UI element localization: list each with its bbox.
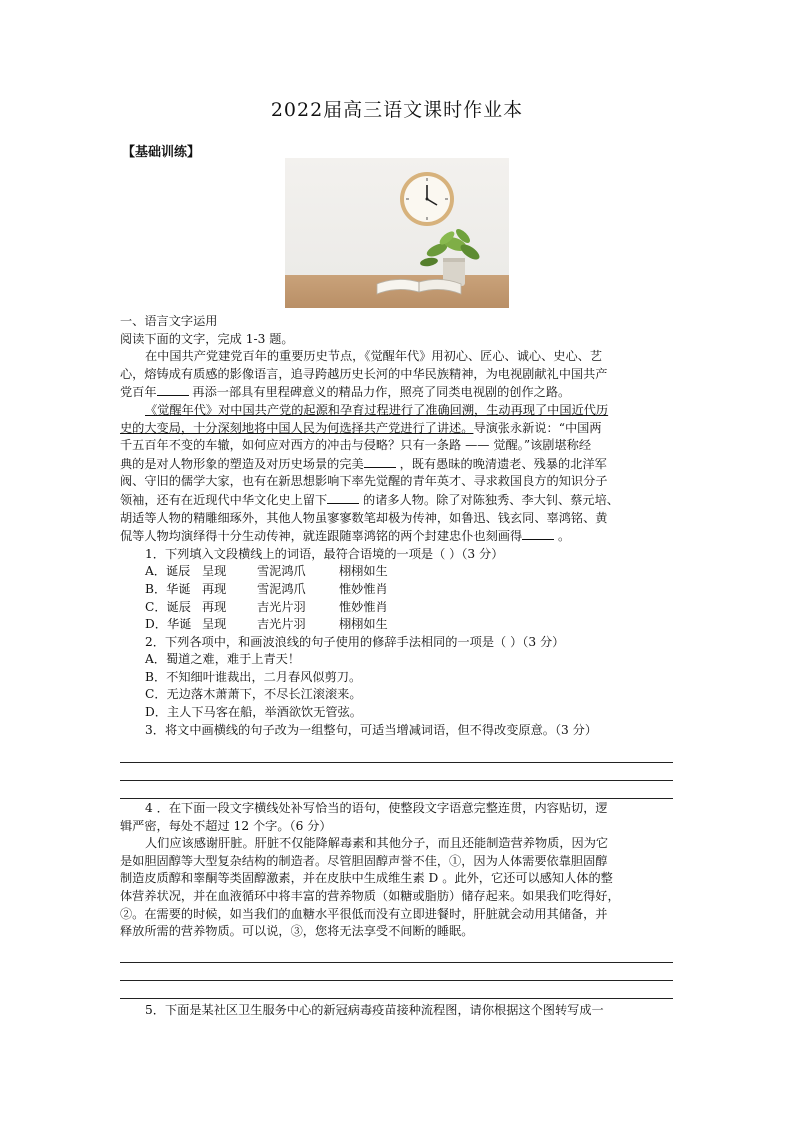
q1-option[interactable]: D．华诞 呈现 吉光片羽 栩栩如生	[145, 617, 388, 632]
q1-option[interactable]: A．诞辰 呈现 雪泥鸿爪 栩栩如生	[145, 564, 388, 579]
underlined-sentence: 《觉醒年代》对中国共产党的起源和孕育过程进行了准确回溯，生动再现了中国近代历	[145, 402, 609, 417]
fill-blank	[327, 491, 359, 504]
q1-option[interactable]: B．华诞 再现 雪泥鸿爪 惟妙惟肖	[145, 581, 388, 596]
fill-blank	[522, 527, 554, 540]
passage-line	[120, 402, 619, 420]
section-tag: 【基础训练】	[122, 145, 201, 160]
answer-line[interactable]	[120, 998, 673, 999]
q4-body-line: ②。在需要的时候，如当我们的血糖水平很低而没有立即进餐时，肝脏就会动用其储备，并	[120, 906, 608, 921]
passage-line: 在中国共产党建党百年的重要历史节点，《觉醒年代》用初心、匠心、诚心、史心、艺	[145, 349, 603, 364]
underlined-sentence: 史的大变局，十分深刻地将中国人民为何选择共产党进行了讲述。	[120, 420, 474, 435]
page-title: 2022届高三语文课时作业本	[270, 99, 524, 121]
reading-instruction: 阅读下面的文字，完成 1-3 题。	[120, 331, 294, 346]
passage-line: 心，熔铸成有质感的影像语言，追寻跨越历史长河的中华民族精神，为电视剧献礼中国共产	[120, 366, 608, 381]
q4-body-line: 是如胆固醇等大型复杂结构的制造者。尽管胆固醇声誉不佳，①，因为人体需要依靠胆固醇	[120, 853, 608, 868]
q2-stem: 2．下列各项中，和画波浪线的句子使用的修辞手法相同的一项是（ ）（3 分）	[145, 634, 565, 649]
q4-stem: 辑严密，每处不超过 12 个字。（6 分）	[120, 818, 332, 833]
q4-body-line: 制造皮质醇和睾酮等类固醇激素，并在皮肤中生成维生素 D 。此外，它还可以感知人体的整	[120, 871, 613, 886]
fill-blank	[157, 383, 189, 396]
part1-block	[120, 313, 619, 739]
passage-line: 阀、守旧的儒学大家，也有在新思想影响下率先觉醒的青年英才、寻求救国良方的知识分子	[120, 474, 608, 489]
q4-body-line: 人们应该感谢肝脏。肝脏不仅能降解毒素和其他分子，而且还能制造营养物质，因为它	[145, 836, 609, 851]
fill-blank	[364, 455, 396, 468]
q4-body-line: 释放所需的营养物质。可以说，③，您将无法享受不间断的睡眠。	[120, 924, 474, 939]
potted-plant-icon	[419, 227, 481, 286]
passage-line: 千五百年不变的车辙，如何应对西方的冲击与侵略？只有一条路 —— 觉醒。”该剧堪称经	[120, 438, 592, 453]
q1-option[interactable]: C．诞辰 再现 吉光片羽 惟妙惟肖	[145, 599, 388, 614]
photo-scene	[285, 158, 509, 308]
q1-stem: 1．下列填入文段横线上的词语，最符合语境的一项是（ ）（3 分）	[145, 546, 504, 561]
passage-line: 领袖，还有在近现代中华文化史上留下 的诸多人物。除了对陈独秀、李大钊、蔡元培、	[120, 492, 619, 507]
answer-line[interactable]	[120, 780, 673, 781]
passage-line: 典的是对人物形象的塑造及对历史场景的完美 ，既有愚昧的晚清遗老、残暴的北洋军	[120, 456, 607, 471]
answer-line[interactable]	[120, 980, 673, 981]
q1-options	[120, 563, 619, 633]
q3-stem: 3．将文中画横线的句子改为一组整句，可适当增减词语，但不得改变原意。（3 分）	[145, 722, 598, 737]
illustration-photo	[285, 158, 509, 308]
q4-body-line: 体营养状况，并在血液循环中将丰富的营养物质（如糖或脂肪）储存起来。如果我们吃得好，	[120, 888, 620, 903]
q4-block	[120, 800, 620, 941]
passage-line: 侃等人物均演绎得十分生动传神，就连跟随辜鸿铭的两个封建忠仆也刻画得 。	[120, 529, 571, 544]
passage-line: 史的大变局，十分深刻地将中国人民为何选择共产党进行了讲述。导演张永新说：“中国两	[120, 420, 602, 435]
passage-line: 党百年 再添一部具有里程碑意义的精品力作，照亮了同类电视剧的创作之路。	[120, 385, 571, 400]
answer-line[interactable]	[120, 798, 673, 799]
q5-stem: 5．下面是某社区卫生服务中心的新冠病毒疫苗接种流程图，请你根据这个图转写成一	[145, 1003, 604, 1017]
q2-option[interactable]: C．无边落木萧萧下，不尽长江滚滚来。	[145, 687, 362, 702]
q2-option[interactable]: B．不知细叶谁裁出，二月春风似剪刀。	[145, 669, 362, 684]
q2-option[interactable]: D．主人下马客在船，举酒欲饮无管弦。	[145, 705, 362, 720]
q5-block	[120, 1002, 604, 1020]
wall-clock-icon	[400, 172, 454, 226]
q2-option[interactable]: A．蜀道之难，难于上青天！	[145, 652, 301, 667]
open-book-icon	[377, 279, 461, 294]
passage-line: 胡适等人物的精雕细琢外，其他人物虽寥寥数笔却极为传神，如鲁迅、钱玄同、辜鸿铭、黄	[120, 510, 608, 525]
answer-line[interactable]	[120, 962, 673, 963]
q4-stem: 4 ．在下面一段文字横线处补写恰当的语句，使整段文字语意完整连贯，内容贴切，逻	[145, 801, 608, 815]
answer-line[interactable]	[120, 762, 673, 763]
part1-heading: 一、语言文字运用	[120, 314, 218, 328]
